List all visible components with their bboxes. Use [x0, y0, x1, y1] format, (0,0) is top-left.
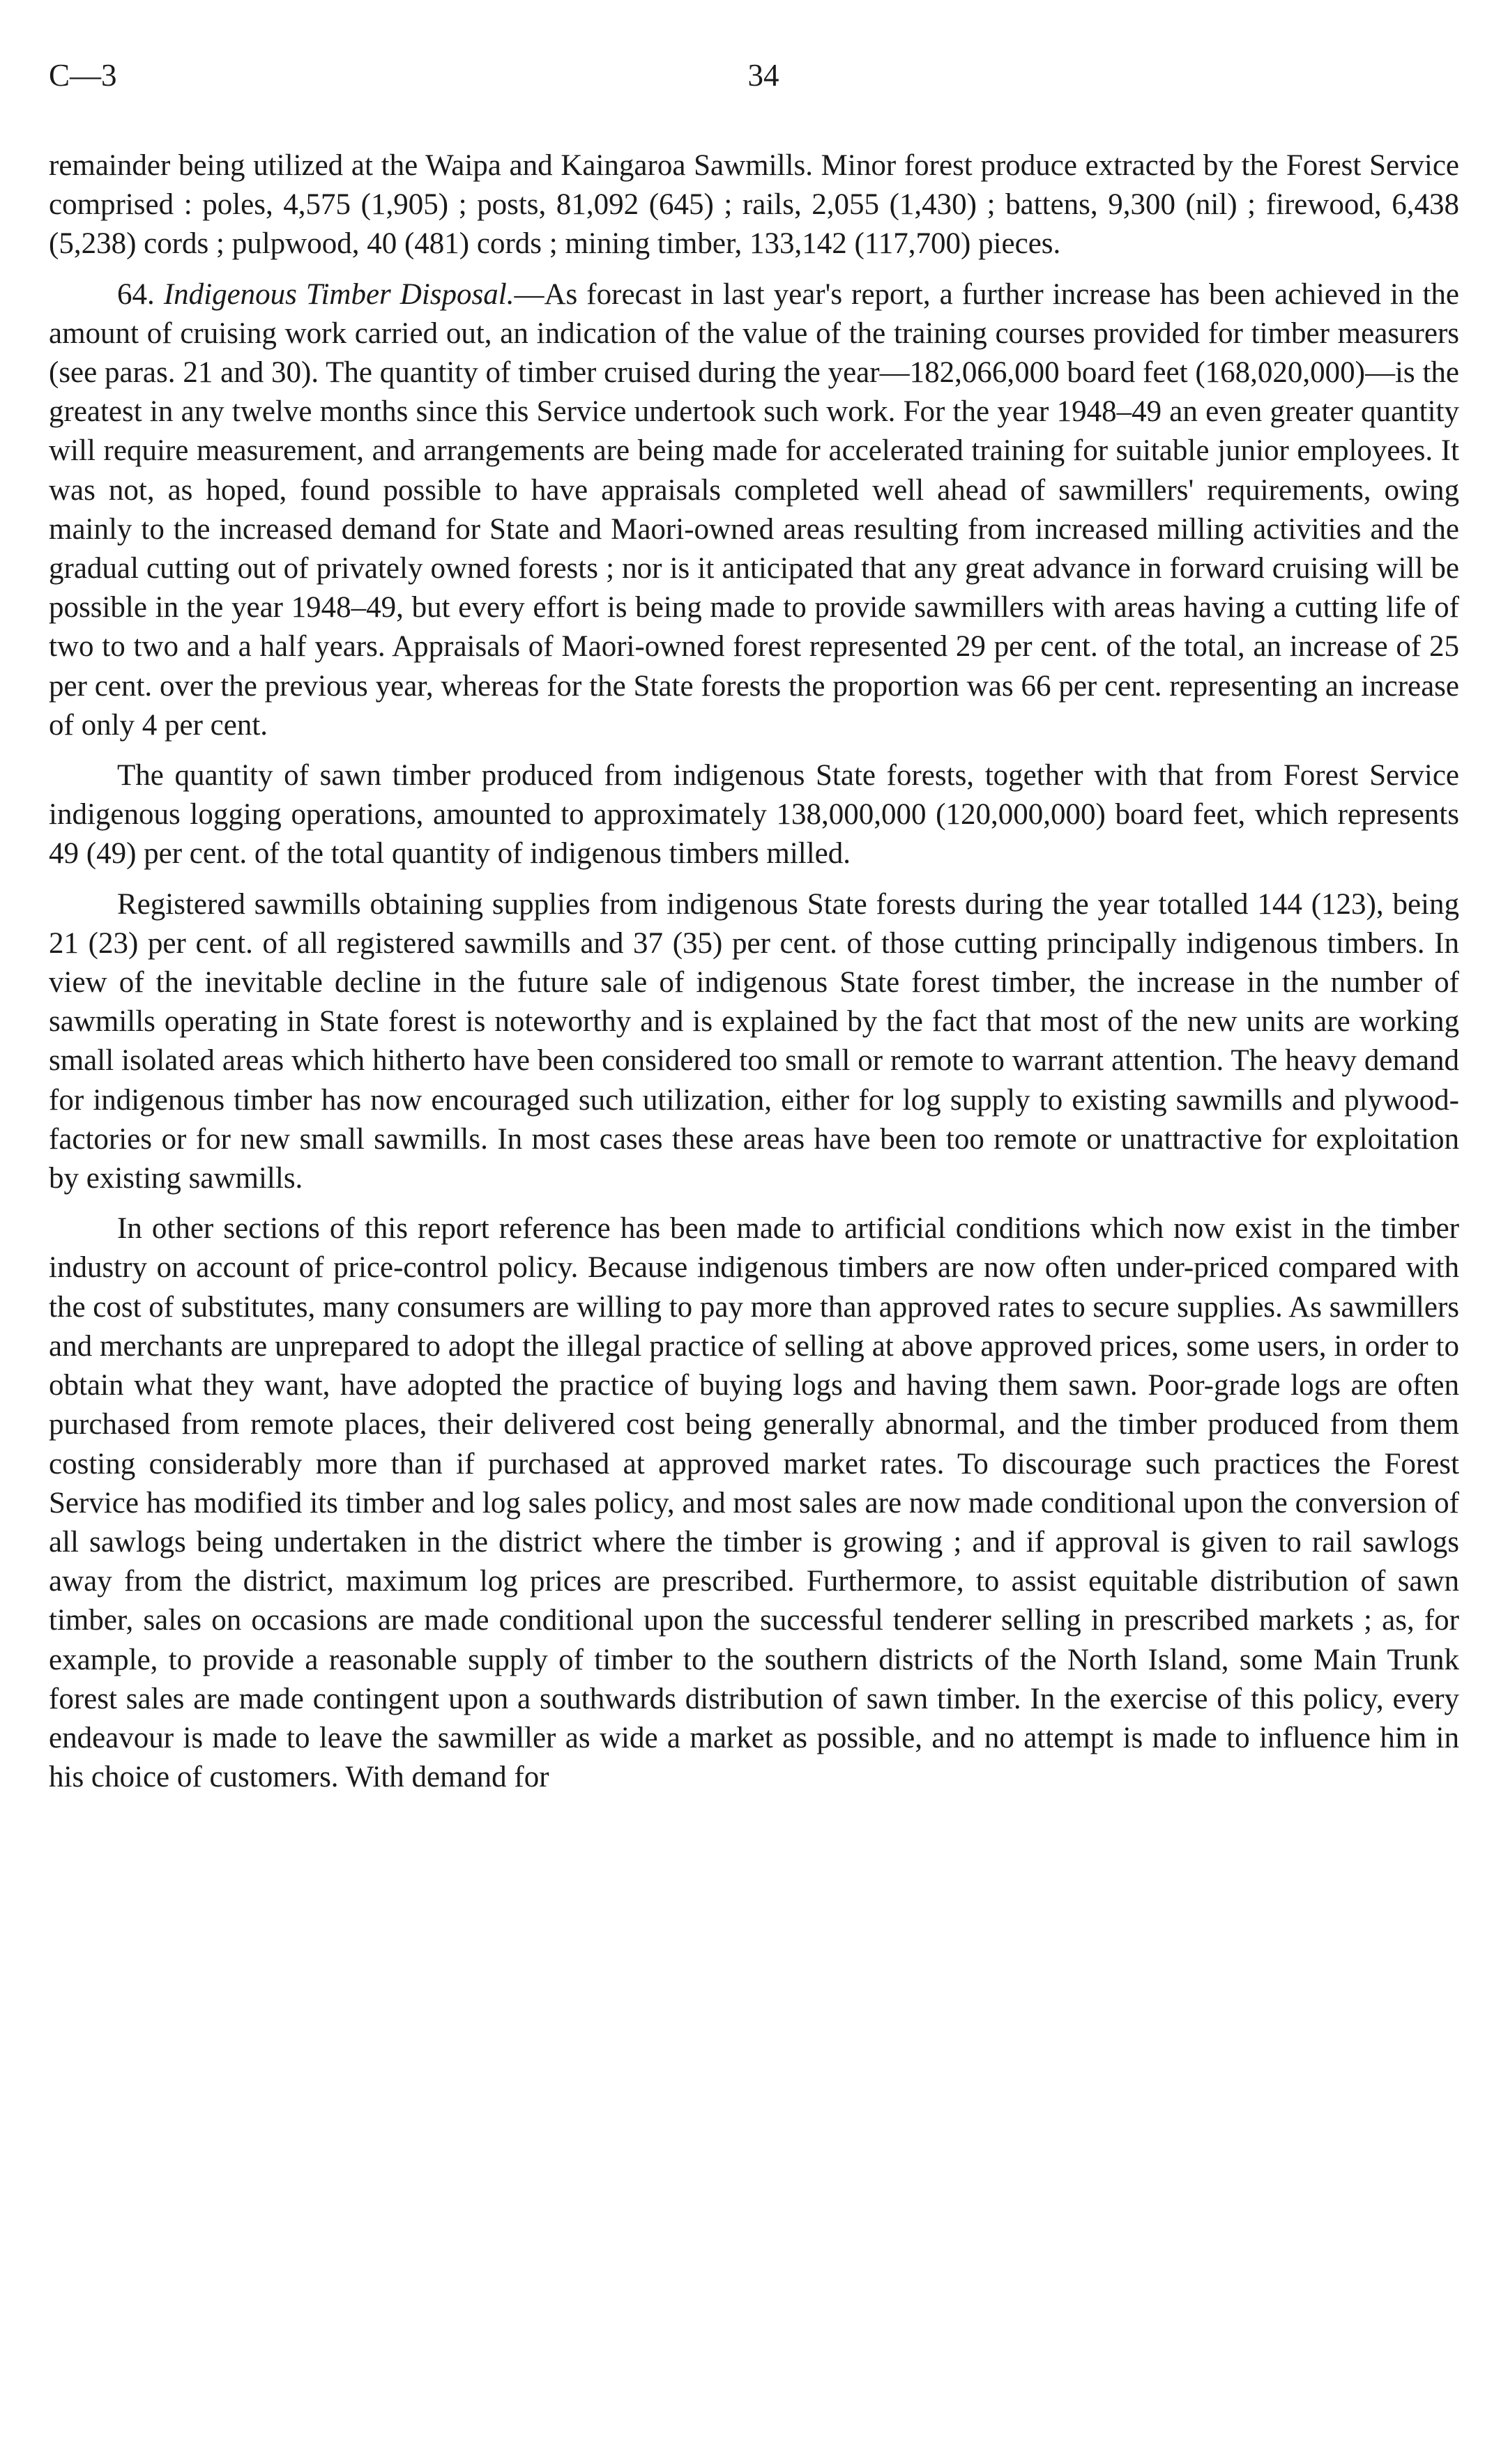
paragraph-continuation: remainder being utilized at the Waipa and Kaingaroa Sawmills. Minor forest produce extracted by the Forest Service comprised : poles, 4,575 (1,905) ; posts, 81,092 (645) ; rails, 2,055 (1,430) ; battens, 9,300 (nil) ; firewood, 6,438 (5,238) cords ; pulpwood, 40 (481) cords ; mining timber, 133,142 (117,700) pieces.: [49, 149, 1459, 261]
paragraph-sawn-timber: The quantity of sawn timber produced from indigenous State forests, together with that from Forest Service indigenous logging operations, amounted to approximately 138,000,000 (120,000,000) board feet, which represents 49 (49) per cent. of the total quantity of indigenous timbers milled.: [49, 759, 1459, 871]
paragraph-64: [49, 275, 1459, 745]
section-body: —As forecast in last year's report, a further increase has been achieved in the amount of cruising work carried out, an indication of the value of the training courses provided for timber measurers (see paras. 21 and 30). The quantity of timber cruised during the year—182,066,000 board feet (168,020,000)—is the greatest in any twelve months since this Service undertook such work. For the year 1948–49 an even greater quantity will require measurement, and arrangements are being made for accelerated training for suitable junior employees. It was not, as hoped, found possible to have appraisals completed well ahead of sawmillers' requirements, owing mainly to the increased demand for State and Maori-owned areas resulting from increased milling activities and the gradual cutting out of privately owned forests ; nor is it anticipated that any great advance in forward cruising will be possible in the year 1948–49, but every effort is being made to provide sawmillers with areas having a cutting life of two to two and a half years. Appraisals of Maori-owned forest represented 29 per cent. of the total, an increase of 25 per cent. over the previous year, whereas for the State forests the proportion was 66 per cent. representing an increase of only 4 per cent.: [49, 277, 1460, 742]
page-header: [49, 54, 1459, 96]
section-title: Indigenous Timber Disposal.: [163, 277, 515, 311]
page-number: 34: [747, 58, 779, 93]
page-body: [49, 146, 1459, 1808]
paragraph-registered-sawmills: Registered sawmills obtaining supplies from indigenous State forests during the year totalled 144 (123), being 21 (23) per cent. of all registered sawmills and 37 (35) per cent. of those cutting principally indigenous timbers. In view of the inevitable decline in the future sale of indigenous State forest timber, the increase in the number of sawmills operating in State forest is noteworthy and is explained by the fact that most of the new units are working small isolated areas which hitherto have been considered too small or remote to warrant attention. The heavy demand for indigenous timber has now encouraged such utilization, either for log supply to existing sawmills and plywood-factories or for new small sawmills. In most cases these areas have been too remote or unattractive for exploitation by existing sawmills.: [49, 887, 1459, 1195]
paragraph-price-control: In other sections of this report reference has been made to artificial conditions which now exist in the timber industry on account of price-control policy. Because indigenous timbers are now often under-priced compared with the cost of substitutes, many consumers are willing to pay more than approved rates to secure supplies. As sawmillers and merchants are unprepared to adopt the illegal practice of selling at above approved prices, some users, in order to obtain what they want, have adopted the practice of buying logs and having them sawn. Poor-grade logs are often purchased from remote places, their delivered cost being generally abnormal, and the timber produced from them costing considerably more than if purchased at approved market rates. To discourage such practices the Forest Service has modified its timber and log sales policy, and most sales are now made conditional upon the conversion of all sawlogs being undertaken in the district where the timber is growing ; and if approval is given to rail sawlogs away from the district, maximum log prices are prescribed. Furthermore, to assist equitable distribution of sawn timber, sales on occasions are made conditional upon the successful tenderer selling in prescribed markets ; as, for example, to provide a reasonable supply of timber to the southern districts of the North Island, some Main Trunk forest sales are made contingent upon a southwards distribution of sawn timber. In the exercise of this policy, every endeavour is made to leave the sawmiller as wide a market as possible, and no attempt is made to influence him in his choice of customers. With demand for: [49, 1212, 1459, 1794]
document-code: C—3: [49, 58, 117, 93]
section-number: 64.: [117, 277, 155, 311]
